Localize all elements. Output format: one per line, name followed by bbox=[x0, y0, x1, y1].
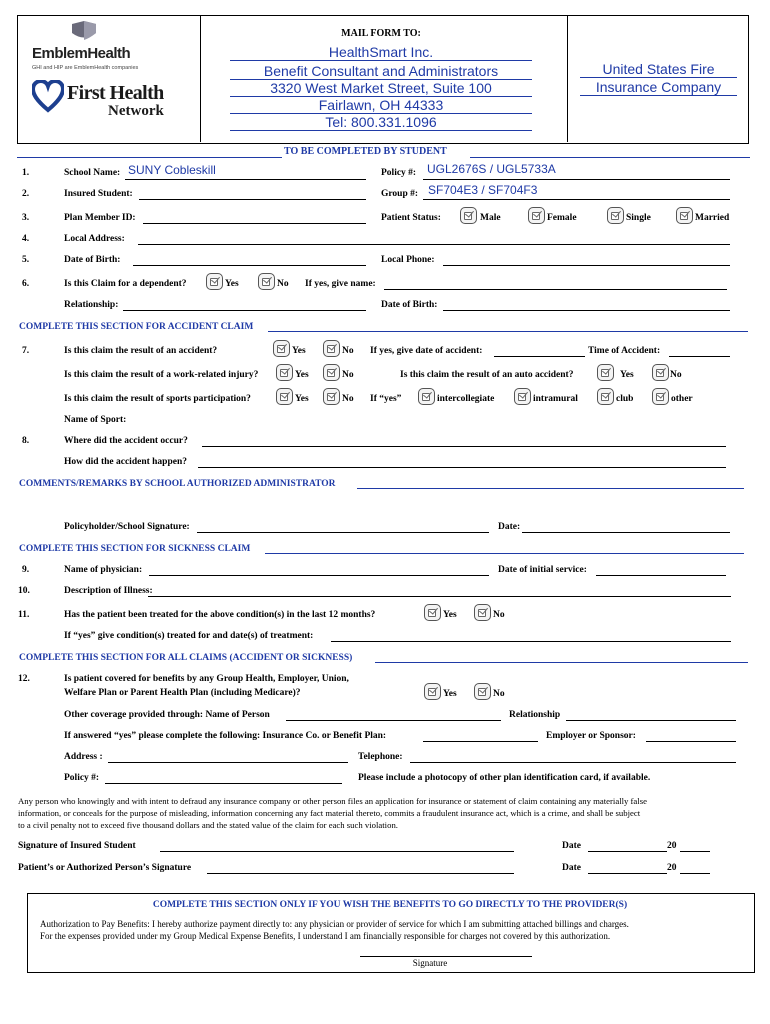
sports-yes-label: Yes bbox=[295, 394, 309, 404]
first-health-network-text: Network bbox=[108, 103, 164, 119]
insurer-name-2: Insurance Company bbox=[595, 79, 722, 95]
insurance-plan-label: If answered “yes” please complete the following: Insurance Co. or Benefit Plan: bbox=[64, 731, 387, 741]
if-yes-sports-label: If “yes” bbox=[370, 394, 402, 404]
group-label: Group #: bbox=[381, 189, 419, 199]
club-label: club bbox=[616, 394, 634, 404]
patient-signature-label: Patient’s or Authorized Person’s Signature bbox=[18, 863, 192, 873]
student-sig-year-label: 20 bbox=[667, 841, 677, 851]
dependent-no-checkbox[interactable] bbox=[258, 273, 275, 290]
other-sport-checkbox[interactable] bbox=[652, 388, 669, 405]
accident-no-label: No bbox=[342, 346, 354, 356]
insurer-name-1: United States Fire bbox=[602, 61, 715, 77]
student-sig-date-field[interactable] bbox=[588, 851, 667, 852]
other-coverage-label: Other coverage provided through: Name of Person bbox=[64, 710, 270, 720]
covered-question-line2: Welfare Plan or Parent Health Plan (including Medicare)? bbox=[64, 688, 301, 698]
married-checkbox[interactable] bbox=[676, 207, 693, 224]
group-line bbox=[423, 199, 730, 200]
phone-line bbox=[230, 130, 532, 131]
work-injury-question: Is this claim the result of a work-related injury? bbox=[64, 370, 259, 380]
work-no-checkbox[interactable] bbox=[323, 364, 340, 381]
accident-how-label: How did the accident happen? bbox=[64, 457, 187, 467]
accident-rule bbox=[268, 331, 748, 332]
single-label: Single bbox=[626, 213, 651, 223]
sickness-section-title: COMPLETE THIS SECTION FOR SICKNESS CLAIM bbox=[19, 544, 251, 554]
item-number-5: 5. bbox=[22, 255, 30, 265]
conditions-treated-label: If “yes” give condition(s) treated for and date(s) of treatment: bbox=[64, 631, 314, 641]
accident-section-title: COMPLETE THIS SECTION FOR ACCIDENT CLAIM bbox=[19, 322, 254, 332]
accident-no-checkbox[interactable] bbox=[323, 340, 340, 357]
plan-member-id-field[interactable] bbox=[143, 223, 366, 224]
accident-location-field[interactable] bbox=[202, 446, 726, 447]
insurance-plan-field[interactable] bbox=[423, 741, 538, 742]
employer-sponsor-label: Employer or Sponsor: bbox=[546, 731, 636, 741]
conditions-treated-field[interactable] bbox=[331, 641, 731, 642]
intramural-label: intramural bbox=[533, 394, 578, 404]
dependent-question: Is this Claim for a dependent? bbox=[64, 279, 187, 289]
company-city: Fairlawn, OH 44333 bbox=[318, 97, 444, 113]
provider-signature-label: Signature bbox=[412, 958, 448, 968]
authorization-line2: For the expenses provided under my Group Medical Expense Benefits, I understand I am financially responsible for charges not covered by this authorization. bbox=[40, 931, 611, 941]
relationship-field[interactable] bbox=[123, 310, 366, 311]
intramural-checkbox[interactable] bbox=[514, 388, 531, 405]
covered-yes-label: Yes bbox=[443, 689, 457, 699]
dependent-dob-label: Date of Birth: bbox=[381, 300, 438, 310]
comments-date-field[interactable] bbox=[522, 532, 730, 533]
patient-signature-field[interactable] bbox=[207, 873, 514, 874]
female-checkbox[interactable] bbox=[528, 207, 545, 224]
first-health-logo-text: First Health bbox=[67, 82, 164, 104]
company-address: 3320 West Market Street, Suite 100 bbox=[270, 80, 492, 96]
sports-no-label: No bbox=[342, 394, 354, 404]
auto-accident-question: Is this claim the result of an auto accident? bbox=[400, 370, 574, 380]
local-phone-field[interactable] bbox=[443, 265, 730, 266]
item-number-2: 2. bbox=[22, 189, 30, 199]
initial-service-field[interactable] bbox=[596, 575, 726, 576]
accident-yes-label: Yes bbox=[292, 346, 306, 356]
treated-question: Has the patient been treated for the above condition(s) in the last 12 months? bbox=[64, 610, 376, 620]
male-label: Male bbox=[480, 213, 501, 223]
sickness-rule bbox=[265, 553, 744, 554]
dependent-yes-label: Yes bbox=[225, 279, 239, 289]
accident-yes-checkbox[interactable] bbox=[273, 340, 290, 357]
physician-field[interactable] bbox=[149, 575, 489, 576]
sports-question: Is this claim the result of sports participation? bbox=[64, 394, 251, 404]
intercollegiate-checkbox[interactable] bbox=[418, 388, 435, 405]
all-claims-rule bbox=[375, 662, 748, 663]
accident-time-field[interactable] bbox=[669, 356, 730, 357]
item-number-10: 10. bbox=[18, 586, 30, 596]
patient-sig-year-label: 20 bbox=[667, 863, 677, 873]
header-divider-left bbox=[200, 15, 201, 142]
group-value[interactable]: SF704E3 / SF704F3 bbox=[428, 183, 538, 197]
item-number-7: 7. bbox=[22, 346, 30, 356]
plan-member-id-label: Plan Member ID: bbox=[64, 213, 136, 223]
all-claims-section-title: COMPLETE THIS SECTION FOR ALL CLAIMS (ACCIDENT OR SICKNESS) bbox=[19, 653, 353, 663]
school-name-line bbox=[125, 179, 366, 180]
first-health-logo bbox=[30, 78, 190, 126]
heart-icon bbox=[32, 80, 64, 114]
covered-no-checkbox[interactable] bbox=[474, 683, 491, 700]
patient-sig-date-label: Date bbox=[562, 863, 581, 873]
dependent-name-field[interactable] bbox=[384, 289, 727, 290]
physician-label: Name of physician: bbox=[64, 565, 143, 575]
give-name-label: If yes, give name: bbox=[305, 279, 376, 289]
coverage-relationship-label: Relationship bbox=[509, 710, 561, 720]
company-subtitle: Benefit Consultant and Administrators bbox=[263, 63, 499, 79]
sports-no-checkbox[interactable] bbox=[323, 388, 340, 405]
single-checkbox[interactable] bbox=[607, 207, 624, 224]
item-number-6: 6. bbox=[22, 279, 30, 289]
fraud-warning-line3: to a civil penalty not to exceed five thousand dollars and the stated value of the claim for each such violation. bbox=[18, 820, 398, 830]
policyholder-signature-field[interactable] bbox=[197, 532, 489, 533]
patient-status-label: Patient Status: bbox=[381, 213, 441, 223]
patient-sig-year-field[interactable] bbox=[680, 873, 710, 874]
sports-yes-checkbox[interactable] bbox=[276, 388, 293, 405]
comments-rule bbox=[357, 488, 744, 489]
auto-yes-checkbox[interactable] bbox=[597, 364, 614, 381]
dependent-no-label: No bbox=[277, 279, 289, 289]
student-sig-year-field[interactable] bbox=[680, 851, 710, 852]
treated-no-checkbox[interactable] bbox=[474, 604, 491, 621]
coverage-policy-label: Policy #: bbox=[64, 773, 100, 783]
comments-section-title: COMMENTS/REMARKS BY SCHOOL AUTHORIZED ADMINISTRATOR bbox=[19, 479, 336, 489]
accident-date-label: If yes, give date of accident: bbox=[370, 346, 483, 356]
item-number-3: 3. bbox=[22, 213, 30, 223]
policy-value[interactable]: UGL2676S / UGL5733A bbox=[427, 162, 556, 176]
school-name-value[interactable]: SUNY Cobleskill bbox=[128, 163, 216, 177]
fraud-warning-line1: Any person who knowingly and with intent to defraud any insurance company or other person files an application for insurance or statement of claim containing any materially false bbox=[18, 796, 647, 806]
treated-yes-label: Yes bbox=[443, 610, 457, 620]
covered-yes-checkbox[interactable] bbox=[424, 683, 441, 700]
school-name-label: School Name: bbox=[64, 168, 121, 178]
date-of-birth-label: Date of Birth: bbox=[64, 255, 121, 265]
insurer2-line bbox=[580, 95, 737, 96]
married-label: Married bbox=[695, 213, 730, 223]
female-label: Female bbox=[547, 213, 577, 223]
local-address-field[interactable] bbox=[138, 244, 730, 245]
item-number-1: 1. bbox=[22, 168, 30, 178]
comments-date-label: Date: bbox=[498, 522, 521, 532]
work-yes-label: Yes bbox=[295, 370, 309, 380]
provider-signature-field[interactable] bbox=[360, 956, 532, 957]
dependent-dob-field[interactable] bbox=[443, 310, 730, 311]
covered-no-label: No bbox=[493, 689, 505, 699]
other-coverage-field[interactable] bbox=[286, 720, 501, 721]
coverage-address-label: Address : bbox=[64, 752, 103, 762]
emblem-shield-icon bbox=[70, 20, 98, 42]
club-checkbox[interactable] bbox=[597, 388, 614, 405]
mail-form-to-label: MAIL FORM TO: bbox=[341, 28, 421, 39]
auto-no-label: No bbox=[670, 370, 682, 380]
relationship-label: Relationship: bbox=[64, 300, 119, 310]
policy-line bbox=[423, 179, 730, 180]
policy-label: Policy #: bbox=[381, 168, 417, 178]
insured-student-field[interactable] bbox=[139, 199, 366, 200]
accident-date-field[interactable] bbox=[494, 356, 585, 357]
coverage-telephone-label: Telephone: bbox=[358, 752, 403, 762]
treated-no-label: No bbox=[493, 610, 505, 620]
auto-no-checkbox[interactable] bbox=[652, 364, 669, 381]
emblem-logo bbox=[30, 18, 180, 78]
other-sport-label: other bbox=[671, 394, 693, 404]
treated-yes-checkbox[interactable] bbox=[424, 604, 441, 621]
item-number-11: 11. bbox=[18, 610, 30, 620]
item-number-9: 9. bbox=[22, 565, 30, 575]
accident-how-field[interactable] bbox=[198, 467, 726, 468]
work-yes-checkbox[interactable] bbox=[276, 364, 293, 381]
student-section-title: TO BE COMPLETED BY STUDENT bbox=[284, 146, 447, 157]
emblem-logo-subtext: GHI and HIP are EmblemHealth companies bbox=[32, 65, 139, 71]
company-line bbox=[230, 60, 532, 61]
local-phone-label: Local Phone: bbox=[381, 255, 435, 265]
policyholder-signature-label: Policyholder/School Signature: bbox=[64, 522, 190, 532]
covered-question-line1: Is patient covered for benefits by any Group Health, Employer, Union, bbox=[64, 674, 349, 684]
insured-student-label: Insured Student: bbox=[64, 189, 133, 199]
item-number-8: 8. bbox=[22, 436, 30, 446]
insurer1-line bbox=[580, 77, 737, 78]
date-of-birth-field[interactable] bbox=[133, 265, 366, 266]
patient-sig-date-field[interactable] bbox=[588, 873, 667, 874]
photocopy-note: Please include a photocopy of other plan identification card, if available. bbox=[358, 773, 651, 783]
employer-sponsor-field[interactable] bbox=[646, 741, 736, 742]
emblem-logo-text: EmblemHealth bbox=[32, 45, 131, 62]
item-number-12: 12. bbox=[18, 674, 30, 684]
company-name: HealthSmart Inc. bbox=[328, 44, 434, 60]
item-number-4: 4. bbox=[22, 234, 30, 244]
header-divider-right bbox=[567, 15, 568, 142]
company-phone: Tel: 800.331.1096 bbox=[325, 114, 437, 130]
student-rule-right bbox=[470, 157, 750, 158]
student-rule-left bbox=[17, 157, 282, 158]
fraud-warning-line2: information, or conceals for the purpose of misleading, information concerning any fact material thereto, commits a fraudulent insurance act, which is a crime, and shall be subject bbox=[18, 808, 641, 818]
insured-student-signature-field[interactable] bbox=[160, 851, 514, 852]
accident-question: Is this claim the result of an accident? bbox=[64, 346, 218, 356]
provider-section-title: COMPLETE THIS SECTION ONLY IF YOU WISH THE BENEFITS TO GO DIRECTLY TO THE PROVIDER(S) bbox=[152, 900, 628, 910]
student-sig-date-label: Date bbox=[562, 841, 581, 851]
initial-service-label: Date of initial service: bbox=[498, 565, 587, 575]
male-checkbox[interactable] bbox=[460, 207, 477, 224]
local-address-label: Local Address: bbox=[64, 234, 125, 244]
intercollegiate-label: intercollegiate bbox=[437, 394, 495, 404]
coverage-policy-field[interactable] bbox=[105, 783, 342, 784]
dependent-yes-checkbox[interactable] bbox=[206, 273, 223, 290]
coverage-address-field[interactable] bbox=[108, 762, 348, 763]
illness-description-field[interactable] bbox=[148, 596, 731, 597]
work-no-label: No bbox=[342, 370, 354, 380]
accident-location-label: Where did the accident occur? bbox=[64, 436, 188, 446]
auto-yes-label: Yes bbox=[620, 370, 634, 380]
coverage-relationship-field[interactable] bbox=[566, 720, 736, 721]
authorization-line1: Authorization to Pay Benefits: I hereby authorize payment directly to: any physician or provider of service for which I am submitting attached billings and charges. bbox=[40, 919, 629, 929]
sport-name-label: Name of Sport: bbox=[64, 415, 127, 425]
insured-student-signature-label: Signature of Insured Student bbox=[18, 841, 136, 851]
accident-time-label: Time of Accident: bbox=[588, 346, 661, 356]
coverage-telephone-field[interactable] bbox=[410, 762, 736, 763]
illness-description-label: Description of Illness: bbox=[64, 586, 153, 596]
